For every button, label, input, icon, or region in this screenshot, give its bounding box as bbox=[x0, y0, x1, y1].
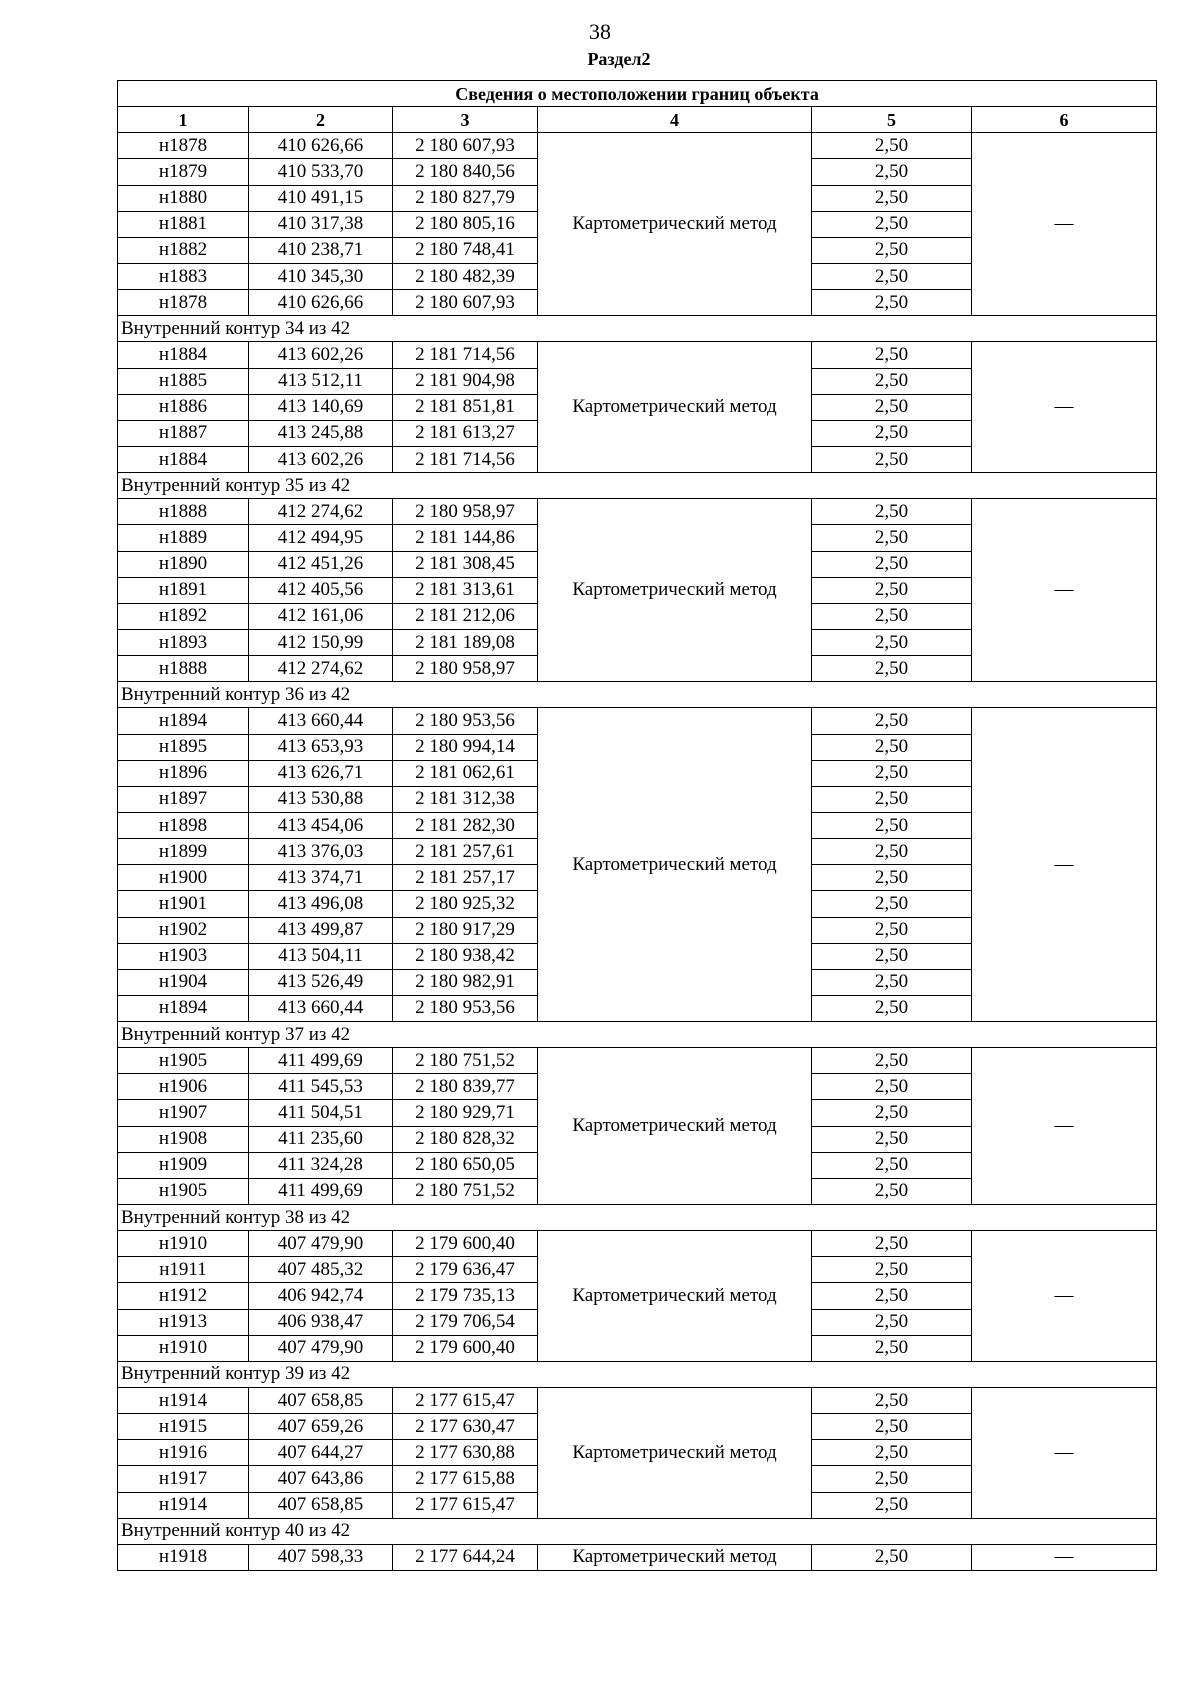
coordinate-x: 413 454,06 bbox=[249, 812, 393, 838]
coordinate-y: 2 177 644,24 bbox=[393, 1544, 538, 1570]
point-name: н1888 bbox=[118, 499, 249, 525]
empty-dash: — bbox=[972, 1231, 1157, 1362]
empty-dash: — bbox=[972, 1388, 1157, 1519]
coordinate-x: 410 317,38 bbox=[249, 211, 393, 237]
point-name: н1897 bbox=[118, 786, 249, 812]
table-row bbox=[118, 1388, 1157, 1414]
point-name: н1910 bbox=[118, 1231, 249, 1257]
point-name: н1908 bbox=[118, 1126, 249, 1152]
coordinate-x: 407 479,90 bbox=[249, 1335, 393, 1361]
method-cell: Картометрический метод bbox=[538, 1388, 812, 1519]
accuracy-value: 2,50 bbox=[812, 1466, 972, 1492]
coordinate-x: 407 658,85 bbox=[249, 1492, 393, 1518]
section-title: Раздел2 bbox=[587, 49, 651, 69]
coordinate-y: 2 181 212,06 bbox=[393, 603, 538, 629]
coordinate-x: 411 499,69 bbox=[249, 1048, 393, 1074]
coordinate-x: 407 659,26 bbox=[249, 1414, 393, 1440]
coordinate-y: 2 181 613,27 bbox=[393, 420, 538, 446]
point-name: н1896 bbox=[118, 760, 249, 786]
boundary-coordinates-table bbox=[117, 80, 1157, 1571]
accuracy-value: 2,50 bbox=[812, 708, 972, 734]
column-header-row bbox=[118, 107, 1157, 133]
empty-dash: — bbox=[972, 708, 1157, 1022]
accuracy-value: 2,50 bbox=[812, 1309, 972, 1335]
accuracy-value: 2,50 bbox=[812, 1283, 972, 1309]
point-name: н1880 bbox=[118, 185, 249, 211]
point-name: н1893 bbox=[118, 629, 249, 655]
empty-dash: — bbox=[972, 133, 1157, 316]
coordinate-x: 412 494,95 bbox=[249, 525, 393, 551]
point-name: н1894 bbox=[118, 995, 249, 1021]
coordinate-y: 2 181 257,17 bbox=[393, 865, 538, 891]
coordinate-y: 2 181 062,61 bbox=[393, 760, 538, 786]
coordinate-x: 413 626,71 bbox=[249, 760, 393, 786]
point-name: н1894 bbox=[118, 708, 249, 734]
coordinate-x: 407 643,86 bbox=[249, 1466, 393, 1492]
point-name: н1882 bbox=[118, 237, 249, 263]
coordinate-y: 2 181 308,45 bbox=[393, 551, 538, 577]
point-name: н1904 bbox=[118, 969, 249, 995]
accuracy-value: 2,50 bbox=[812, 237, 972, 263]
contour-row bbox=[118, 1518, 1157, 1544]
accuracy-value: 2,50 bbox=[812, 629, 972, 655]
accuracy-value: 2,50 bbox=[812, 1388, 972, 1414]
coordinate-x: 410 238,71 bbox=[249, 237, 393, 263]
coordinate-y: 2 180 805,16 bbox=[393, 211, 538, 237]
accuracy-value: 2,50 bbox=[812, 290, 972, 316]
coordinate-x: 412 274,62 bbox=[249, 656, 393, 682]
point-name: н1903 bbox=[118, 943, 249, 969]
method-cell: Картометрический метод bbox=[538, 133, 812, 316]
method-cell: Картометрический метод bbox=[538, 708, 812, 1022]
coordinate-x: 411 235,60 bbox=[249, 1126, 393, 1152]
table-row bbox=[118, 342, 1157, 368]
coordinate-y: 2 180 925,32 bbox=[393, 891, 538, 917]
coordinate-x: 412 451,26 bbox=[249, 551, 393, 577]
coordinate-y: 2 180 607,93 bbox=[393, 290, 538, 316]
coordinate-x: 413 512,11 bbox=[249, 368, 393, 394]
accuracy-value: 2,50 bbox=[812, 342, 972, 368]
coordinate-y: 2 177 630,47 bbox=[393, 1414, 538, 1440]
coordinate-y: 2 181 144,86 bbox=[393, 525, 538, 551]
table-row bbox=[118, 1231, 1157, 1257]
coordinate-x: 413 660,44 bbox=[249, 995, 393, 1021]
coordinate-y: 2 180 839,77 bbox=[393, 1074, 538, 1100]
contour-row bbox=[118, 1022, 1157, 1048]
point-name: н1914 bbox=[118, 1492, 249, 1518]
accuracy-value: 2,50 bbox=[812, 1178, 972, 1204]
coordinate-x: 407 644,27 bbox=[249, 1440, 393, 1466]
point-name: н1890 bbox=[118, 551, 249, 577]
accuracy-value: 2,50 bbox=[812, 368, 972, 394]
coordinate-y: 2 179 636,47 bbox=[393, 1257, 538, 1283]
coordinate-x: 413 376,03 bbox=[249, 839, 393, 865]
coordinate-y: 2 181 257,61 bbox=[393, 839, 538, 865]
accuracy-value: 2,50 bbox=[812, 263, 972, 289]
accuracy-value: 2,50 bbox=[812, 1048, 972, 1074]
point-name: н1878 bbox=[118, 133, 249, 159]
coordinate-y: 2 180 748,41 bbox=[393, 237, 538, 263]
point-name: н1910 bbox=[118, 1335, 249, 1361]
column-header: 3 bbox=[393, 107, 538, 133]
point-name: н1912 bbox=[118, 1283, 249, 1309]
contour-label: Внутренний контур 36 из 42 bbox=[118, 682, 1157, 708]
point-name: н1891 bbox=[118, 577, 249, 603]
coordinate-y: 2 181 312,38 bbox=[393, 786, 538, 812]
point-name: н1899 bbox=[118, 839, 249, 865]
accuracy-value: 2,50 bbox=[812, 1440, 972, 1466]
accuracy-value: 2,50 bbox=[812, 865, 972, 891]
coordinate-y: 2 181 714,56 bbox=[393, 446, 538, 472]
table-caption: Сведения о местоположении границ объекта bbox=[118, 81, 1157, 107]
point-name: н1887 bbox=[118, 420, 249, 446]
point-name: н1883 bbox=[118, 263, 249, 289]
contour-label: Внутренний контур 35 из 42 bbox=[118, 473, 1157, 499]
point-name: н1898 bbox=[118, 812, 249, 838]
accuracy-value: 2,50 bbox=[812, 812, 972, 838]
accuracy-value: 2,50 bbox=[812, 917, 972, 943]
coordinate-y: 2 180 917,29 bbox=[393, 917, 538, 943]
accuracy-value: 2,50 bbox=[812, 525, 972, 551]
coordinate-y: 2 180 828,32 bbox=[393, 1126, 538, 1152]
coordinate-x: 413 530,88 bbox=[249, 786, 393, 812]
coordinate-x: 407 598,33 bbox=[249, 1544, 393, 1570]
point-name: н1913 bbox=[118, 1309, 249, 1335]
coordinate-y: 2 180 827,79 bbox=[393, 185, 538, 211]
coordinate-x: 413 496,08 bbox=[249, 891, 393, 917]
point-name: н1905 bbox=[118, 1048, 249, 1074]
coordinate-x: 413 660,44 bbox=[249, 708, 393, 734]
point-name: н1907 bbox=[118, 1100, 249, 1126]
caption-row bbox=[118, 81, 1157, 107]
table-row bbox=[118, 1048, 1157, 1074]
coordinate-y: 2 181 904,98 bbox=[393, 368, 538, 394]
contour-label: Внутренний контур 39 из 42 bbox=[118, 1361, 1157, 1387]
coordinate-y: 2 177 615,47 bbox=[393, 1492, 538, 1518]
point-name: н1917 bbox=[118, 1466, 249, 1492]
coordinate-y: 2 180 953,56 bbox=[393, 995, 538, 1021]
accuracy-value: 2,50 bbox=[812, 211, 972, 237]
coordinate-x: 411 545,53 bbox=[249, 1074, 393, 1100]
coordinate-y: 2 180 938,42 bbox=[393, 943, 538, 969]
coordinate-y: 2 180 751,52 bbox=[393, 1178, 538, 1204]
accuracy-value: 2,50 bbox=[812, 1257, 972, 1283]
empty-dash: — bbox=[972, 499, 1157, 682]
coordinate-y: 2 181 714,56 bbox=[393, 342, 538, 368]
method-cell: Картометрический метод bbox=[538, 1231, 812, 1362]
accuracy-value: 2,50 bbox=[812, 943, 972, 969]
coordinate-x: 407 479,90 bbox=[249, 1231, 393, 1257]
coordinate-y: 2 180 994,14 bbox=[393, 734, 538, 760]
accuracy-value: 2,50 bbox=[812, 1152, 972, 1178]
coordinate-y: 2 177 630,88 bbox=[393, 1440, 538, 1466]
coordinate-x: 406 938,47 bbox=[249, 1309, 393, 1335]
table-row bbox=[118, 1544, 1157, 1570]
accuracy-value: 2,50 bbox=[812, 1492, 972, 1518]
coordinate-y: 2 180 982,91 bbox=[393, 969, 538, 995]
column-header: 2 bbox=[249, 107, 393, 133]
accuracy-value: 2,50 bbox=[812, 839, 972, 865]
column-header: 6 bbox=[972, 107, 1157, 133]
coordinate-y: 2 179 706,54 bbox=[393, 1309, 538, 1335]
method-cell: Картометрический метод bbox=[538, 499, 812, 682]
accuracy-value: 2,50 bbox=[812, 159, 972, 185]
accuracy-value: 2,50 bbox=[812, 1544, 972, 1570]
accuracy-value: 2,50 bbox=[812, 1074, 972, 1100]
empty-dash: — bbox=[972, 1048, 1157, 1205]
contour-row bbox=[118, 682, 1157, 708]
accuracy-value: 2,50 bbox=[812, 577, 972, 603]
coordinate-y: 2 179 600,40 bbox=[393, 1335, 538, 1361]
accuracy-value: 2,50 bbox=[812, 786, 972, 812]
accuracy-value: 2,50 bbox=[812, 760, 972, 786]
coordinate-x: 412 150,99 bbox=[249, 629, 393, 655]
contour-row bbox=[118, 1361, 1157, 1387]
coordinate-y: 2 180 840,56 bbox=[393, 159, 538, 185]
table-row bbox=[118, 499, 1157, 525]
coordinate-y: 2 180 953,56 bbox=[393, 708, 538, 734]
coordinate-y: 2 180 751,52 bbox=[393, 1048, 538, 1074]
coordinate-x: 413 602,26 bbox=[249, 342, 393, 368]
point-name: н1915 bbox=[118, 1414, 249, 1440]
column-header: 4 bbox=[538, 107, 812, 133]
accuracy-value: 2,50 bbox=[812, 420, 972, 446]
column-header: 1 bbox=[118, 107, 249, 133]
coordinate-y: 2 180 482,39 bbox=[393, 263, 538, 289]
coordinate-y: 2 177 615,88 bbox=[393, 1466, 538, 1492]
coordinate-y: 2 181 851,81 bbox=[393, 394, 538, 420]
point-name: н1900 bbox=[118, 865, 249, 891]
point-name: н1888 bbox=[118, 656, 249, 682]
coordinate-x: 413 504,11 bbox=[249, 943, 393, 969]
coordinate-y: 2 180 607,93 bbox=[393, 133, 538, 159]
point-name: н1895 bbox=[118, 734, 249, 760]
coordinate-x: 410 626,66 bbox=[249, 290, 393, 316]
table-row bbox=[118, 133, 1157, 159]
point-name: н1905 bbox=[118, 1178, 249, 1204]
coordinate-y: 2 177 615,47 bbox=[393, 1388, 538, 1414]
accuracy-value: 2,50 bbox=[812, 394, 972, 420]
point-name: н1918 bbox=[118, 1544, 249, 1570]
point-name: н1885 bbox=[118, 368, 249, 394]
accuracy-value: 2,50 bbox=[812, 891, 972, 917]
coordinate-y: 2 180 929,71 bbox=[393, 1100, 538, 1126]
coordinate-x: 413 653,93 bbox=[249, 734, 393, 760]
coordinate-x: 413 374,71 bbox=[249, 865, 393, 891]
coordinate-x: 410 491,15 bbox=[249, 185, 393, 211]
coordinate-x: 411 504,51 bbox=[249, 1100, 393, 1126]
point-name: н1892 bbox=[118, 603, 249, 629]
coordinate-x: 413 602,26 bbox=[249, 446, 393, 472]
contour-label: Внутренний контур 38 из 42 bbox=[118, 1205, 1157, 1231]
point-name: н1914 bbox=[118, 1388, 249, 1414]
coordinate-x: 413 526,49 bbox=[249, 969, 393, 995]
method-cell: Картометрический метод bbox=[538, 1544, 812, 1570]
empty-dash: — bbox=[972, 1544, 1157, 1570]
coordinate-x: 410 626,66 bbox=[249, 133, 393, 159]
coordinate-x: 413 245,88 bbox=[249, 420, 393, 446]
coordinate-y: 2 181 282,30 bbox=[393, 812, 538, 838]
coordinate-x: 412 161,06 bbox=[249, 603, 393, 629]
accuracy-value: 2,50 bbox=[812, 1414, 972, 1440]
empty-dash: — bbox=[972, 342, 1157, 473]
coordinate-x: 412 274,62 bbox=[249, 499, 393, 525]
point-name: н1878 bbox=[118, 290, 249, 316]
page-number: 38 bbox=[589, 19, 611, 44]
point-name: н1889 bbox=[118, 525, 249, 551]
coordinate-y: 2 180 958,97 bbox=[393, 499, 538, 525]
coordinate-x: 411 499,69 bbox=[249, 1178, 393, 1204]
coordinate-x: 410 533,70 bbox=[249, 159, 393, 185]
method-cell: Картометрический метод bbox=[538, 342, 812, 473]
point-name: н1884 bbox=[118, 342, 249, 368]
coordinate-x: 411 324,28 bbox=[249, 1152, 393, 1178]
point-name: н1886 bbox=[118, 394, 249, 420]
accuracy-value: 2,50 bbox=[812, 995, 972, 1021]
point-name: н1911 bbox=[118, 1257, 249, 1283]
table-row bbox=[118, 708, 1157, 734]
point-name: н1906 bbox=[118, 1074, 249, 1100]
point-name: н1902 bbox=[118, 917, 249, 943]
coordinate-x: 412 405,56 bbox=[249, 577, 393, 603]
contour-row bbox=[118, 473, 1157, 499]
coordinate-y: 2 180 650,05 bbox=[393, 1152, 538, 1178]
accuracy-value: 2,50 bbox=[812, 499, 972, 525]
contour-label: Внутренний контур 40 из 42 bbox=[118, 1518, 1157, 1544]
accuracy-value: 2,50 bbox=[812, 656, 972, 682]
point-name: н1901 bbox=[118, 891, 249, 917]
coordinate-y: 2 180 958,97 bbox=[393, 656, 538, 682]
point-name: н1881 bbox=[118, 211, 249, 237]
accuracy-value: 2,50 bbox=[812, 1126, 972, 1152]
accuracy-value: 2,50 bbox=[812, 603, 972, 629]
contour-label: Внутренний контур 34 из 42 bbox=[118, 316, 1157, 342]
contour-row bbox=[118, 316, 1157, 342]
method-cell: Картометрический метод bbox=[538, 1048, 812, 1205]
contour-row bbox=[118, 1205, 1157, 1231]
accuracy-value: 2,50 bbox=[812, 734, 972, 760]
point-name: н1909 bbox=[118, 1152, 249, 1178]
accuracy-value: 2,50 bbox=[812, 446, 972, 472]
coordinate-x: 406 942,74 bbox=[249, 1283, 393, 1309]
coordinate-y: 2 181 313,61 bbox=[393, 577, 538, 603]
accuracy-value: 2,50 bbox=[812, 1231, 972, 1257]
contour-label: Внутренний контур 37 из 42 bbox=[118, 1022, 1157, 1048]
accuracy-value: 2,50 bbox=[812, 185, 972, 211]
coordinate-x: 413 499,87 bbox=[249, 917, 393, 943]
accuracy-value: 2,50 bbox=[812, 1335, 972, 1361]
coordinate-y: 2 181 189,08 bbox=[393, 629, 538, 655]
accuracy-value: 2,50 bbox=[812, 133, 972, 159]
coordinate-x: 413 140,69 bbox=[249, 394, 393, 420]
coordinate-x: 410 345,30 bbox=[249, 263, 393, 289]
accuracy-value: 2,50 bbox=[812, 551, 972, 577]
coordinate-x: 407 658,85 bbox=[249, 1388, 393, 1414]
point-name: н1884 bbox=[118, 446, 249, 472]
point-name: н1916 bbox=[118, 1440, 249, 1466]
coordinate-x: 407 485,32 bbox=[249, 1257, 393, 1283]
coordinate-y: 2 179 600,40 bbox=[393, 1231, 538, 1257]
accuracy-value: 2,50 bbox=[812, 1100, 972, 1126]
coordinate-y: 2 179 735,13 bbox=[393, 1283, 538, 1309]
point-name: н1879 bbox=[118, 159, 249, 185]
accuracy-value: 2,50 bbox=[812, 969, 972, 995]
column-header: 5 bbox=[812, 107, 972, 133]
